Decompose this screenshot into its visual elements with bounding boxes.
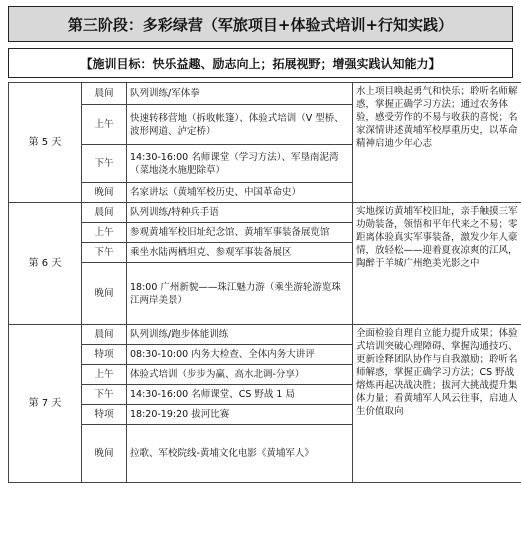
time-slot: 晚间 — [82, 263, 127, 325]
day-objective: 全面检验自理自立能力提升成果；体验式培训突破心理障碍、掌握沟通技巧、更新诠释团队协作与自我激励；聆听名师解惑，掌握正确学习方法；CS 野战熔炼再起决战决胜；拔河大挑战提升集体力量；看黄埔军人风云往事，启迪人生价值取向 — [353, 325, 521, 483]
time-slot: 晨间 — [82, 83, 127, 105]
activity-text: 14:30-16:00 名师课堂（学习方法）、军垦南泥湾（菜地浇水施肥除草） — [127, 145, 353, 183]
activity-text: 队列训练/跑步体能训练 — [127, 325, 353, 345]
time-slot: 下午 — [82, 243, 127, 263]
page-title: 第三阶段：多彩绿营（军旅项目+体验式培训+行知实践） — [8, 6, 513, 42]
activity-text: 队列训练/军体拳 — [127, 83, 353, 105]
time-slot: 上午 — [82, 105, 127, 145]
schedule-row — [9, 325, 521, 345]
day-objective: 水上项目唤起勇气和快乐；聆听名师解惑，掌握正确学习方法；通过农务体验，感受劳作的不易与收获的喜悦；名家深情讲述黄埔军校厚重历史，以革命精神启迪少年心志 — [353, 83, 521, 203]
activity-text: 快速转移营地（拆收帐篷）、体验式培训（V 型桥、波形网道、泸定桥） — [127, 105, 353, 145]
schedule-row — [9, 83, 521, 105]
activity-text: 乘坐水陆两栖坦克、参观军事装备展区 — [127, 243, 353, 263]
activity-text: 名家讲坛（黄埔军校历史、中国革命史） — [127, 183, 353, 203]
time-slot: 上午 — [82, 223, 127, 243]
activity-text: 18:00 广州新貌——珠江魅力游（乘坐游轮游览珠江两岸美景） — [127, 263, 353, 325]
time-slot: 晚间 — [82, 425, 127, 483]
time-slot: 晨间 — [82, 203, 127, 223]
time-slot: 上午 — [82, 365, 127, 385]
schedule-table — [8, 82, 521, 483]
time-slot: 晨间 — [82, 325, 127, 345]
time-slot: 晚间 — [82, 183, 127, 203]
time-slot: 特项 — [82, 345, 127, 365]
activity-text: 拉歌、军校院线-黄埔文化电影《黄埔军人》 — [127, 425, 353, 483]
activity-text: 08:30-10:00 内务大检查、全体内务大讲评 — [127, 345, 353, 365]
schedule-body — [9, 83, 521, 483]
day-label: 第 7 天 — [9, 325, 82, 483]
day-label: 第 5 天 — [9, 83, 82, 203]
day-label: 第 6 天 — [9, 203, 82, 325]
time-slot: 下午 — [82, 385, 127, 405]
schedule-row — [9, 203, 521, 223]
time-slot: 下午 — [82, 145, 127, 183]
activity-text: 体验式培训（步步为赢、高水北调-分享） — [127, 365, 353, 385]
day-objective: 实地探访黄埔军校旧址，亲手触摸三军功勋装备，领悟和平年代来之不易；零距离体验真实军事装备，激发少年人豪情，放轻松——迎着夏夜凉爽的江风，陶醉于羊城广州绝美光影之中 — [353, 203, 521, 325]
time-slot: 特项 — [82, 405, 127, 425]
activity-text: 14:30-16:00 名师课堂、CS 野战 1 局 — [127, 385, 353, 405]
activity-text: 18:20-19:20 拔河比赛 — [127, 405, 353, 425]
activity-text: 参观黄埔军校旧址纪念馆、黄埔军事装备展览馆 — [127, 223, 353, 243]
training-goal: 【施训目标：快乐益趣、励志向上；拓展视野；增强实践认知能力】 — [8, 48, 513, 78]
activity-text: 队列训练/特种兵手语 — [127, 203, 353, 223]
